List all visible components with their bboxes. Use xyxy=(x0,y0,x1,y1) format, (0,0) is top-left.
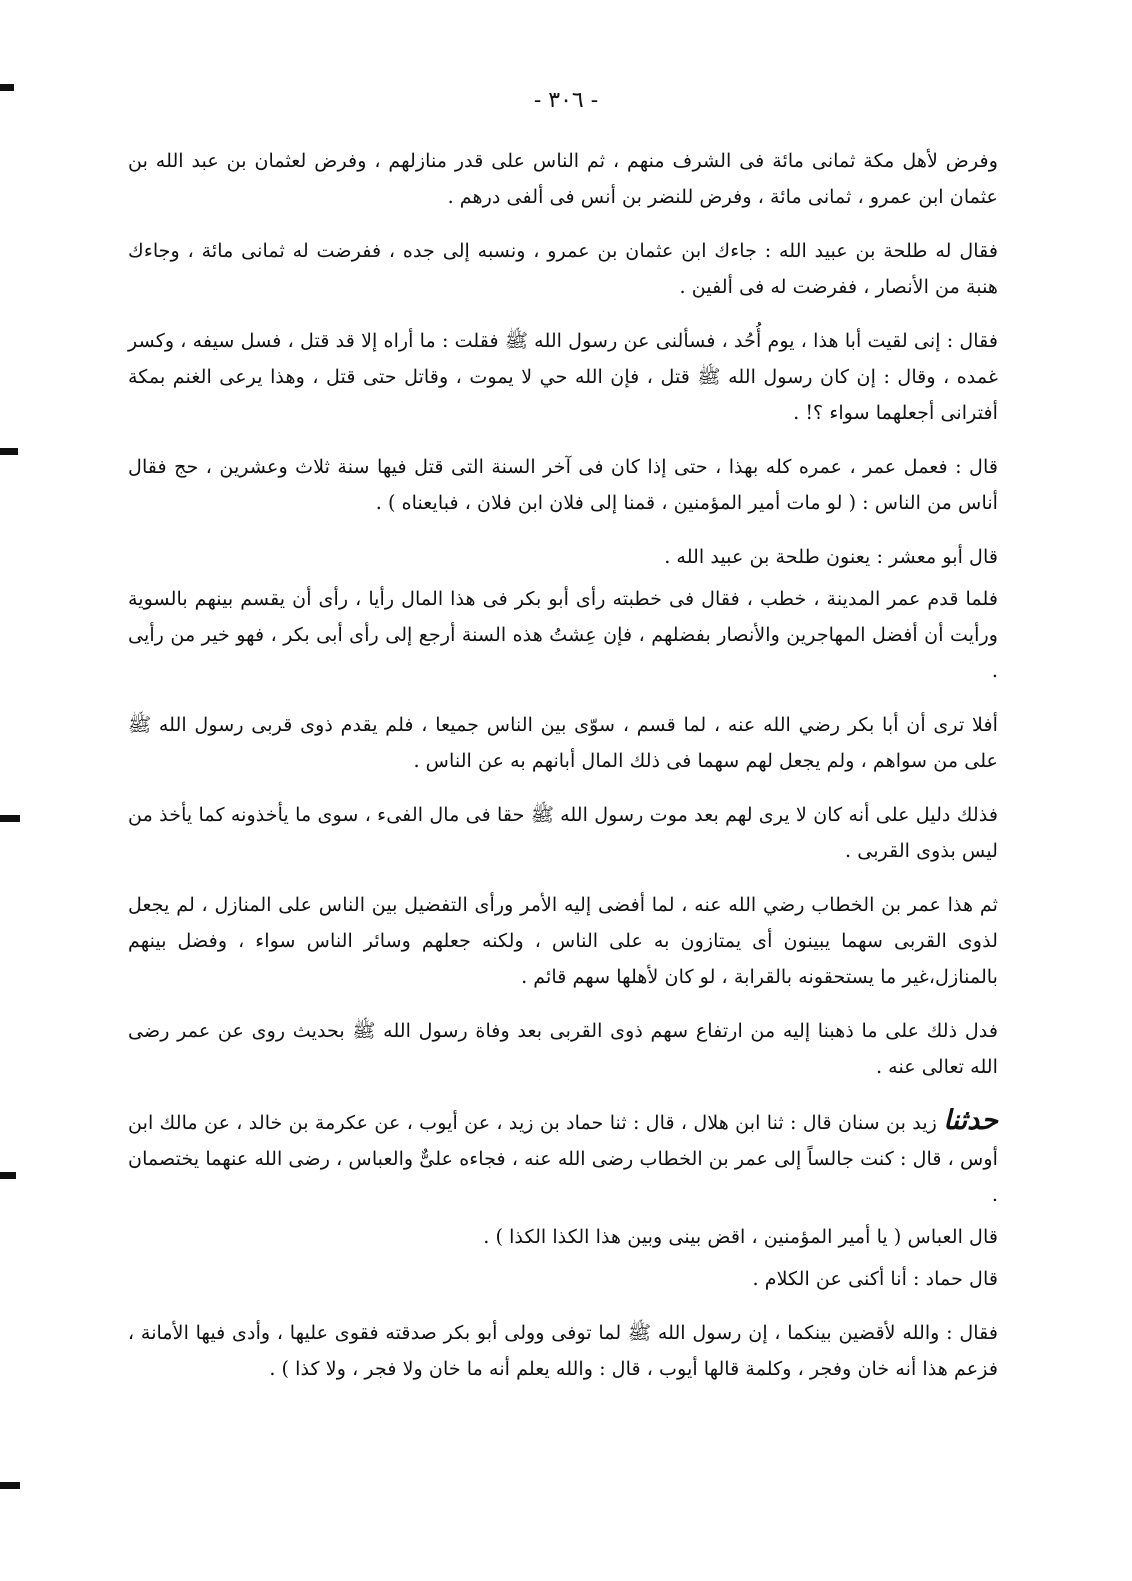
hadith-paragraph xyxy=(128,1103,998,1213)
scan-edge-mark xyxy=(0,1172,16,1179)
paragraph: فقال : والله لأقضين بينكما ، إن رسول الله ﷺ لما توفى وولى أبو بكر صدقته فقوى عليها ، وأدى فيها الأمانة ، فزعم هذا أنه خان وفجر ، وكلمة قالها أيوب ، قال : والله يعلم أنه ما خان ولا فجر ، ولا كذا ) . xyxy=(128,1321,998,1380)
paragraph: قال : فعمل عمر ، عمره كله بهذا ، حتى إذا كان فى آخر السنة التى قتل فيها سنة ثلاث وعشرين ، حج فقال أناس من الناس : ( لو مات أمير المؤمنين ، قمنا إلى فلان ابن فلان ، فبايعناه ) . xyxy=(128,455,998,514)
paragraph: فلما قدم عمر المدينة ، خطب ، فقال فى خطبته رأى أبو بكر فى هذا المال رأيا ، رأى أن يقسم بينهم بالسوية ورأيت أن أفضل المهاجرين والأنصار بفضلهم ، فإن عِشتُ هذه السنة أرجع إلى رأى أبى بكر ، فهو خير من رأيى . xyxy=(128,587,998,682)
paragraph: قال العباس ( يا أمير المؤمنين ، اقض بينى وبين هذا الكذا الكذا ) . xyxy=(483,1225,998,1248)
hadith-text: زيد بن سنان قال : ثنا ابن هلال ، قال : ثنا حماد بن زيد ، عن أيوب ، عن عكرمة بن خالد ، عن مالك ابن أوس ، قال : كنت جالساً إلى عمر بن الخطاب رضى الله عنه ، فجاءه علىٌّ والعباس ، رضى الله عنهما يختصمان . xyxy=(128,1111,998,1206)
paragraph: وفرض لأهل مكة ثمانى مائة فى الشرف منهم ، ثم الناس على قدر منازلهم ، وفرض لعثمان بن عبد الله بن عثمان ابن عمرو ، ثمانى مائة ، وفرض للنضر بن أنس فى ألفى درهم . xyxy=(128,149,998,208)
paragraph: أفلا ترى أن أبا بكر رضي الله عنه ، لما قسم ، سوّى بين الناس جميعا ، فلم يقدم ذوى قربى رسول الله ﷺ على من سواهم ، ولم يجعل لهم سهما فى ذلك المال أبانهم به عن الناس . xyxy=(128,713,998,772)
paragraph: فدل ذلك على ما ذهبنا إليه من ارتفاع سهم ذوى القربى بعد وفاة رسول الله ﷺ بحديث روى عن عمر رضى الله تعالى عنه . xyxy=(128,1019,998,1078)
paragraph: فقال : إنى لقيت أبا هذا ، يوم أُحُد ، فسألنى عن رسول الله ﷺ فقلت : ما أراه إلا قد قتل ، فسل سيفه ، وكسر غمده ، وقال : إن كان رسول الله ﷺ قتل ، فإن الله حي لا يموت ، وقاتل حتى قتل ، وهذا يرعى الغنم بمكة أفترانى أجعلهما سواء ؟! . xyxy=(128,329,998,424)
scan-edge-mark xyxy=(0,448,18,455)
scan-edge-mark xyxy=(0,815,20,822)
paragraph: قال أبو معشر : يعنون طلحة بن عبيد الله . xyxy=(664,545,998,568)
paragraph: فذلك دليل على أنه كان لا يرى لهم بعد موت رسول الله ﷺ حقا فى مال الفىء ، سوى ما يأخذونه كما يأخذ من ليس بذوى القربى . xyxy=(128,803,998,862)
paragraph: فقال له طلحة بن عبيد الله : جاءك ابن عثمان بن عمرو ، ونسبه إلى جده ، ففرضت له ثمانى مائة ، وجاءك هنبة من الأنصار ، ففرضت له فى ألفين . xyxy=(128,239,998,298)
paragraph: ثم هذا عمر بن الخطاب رضي الله عنه ، لما أفضى إليه الأمر ورأى التفضيل بين الناس على المنازل ، لم يجعل لذوى القربى سهما يبينون أى يمتازون به على الناس ، ولكنه جعلهم وسائر الناس سواء ، وفضل بينهم بالمنازل،غير ما يستحقونه بالقرابة ، لو كان لأهلها سهم قائم . xyxy=(128,893,998,988)
body-text xyxy=(128,143,998,1405)
scan-edge-mark xyxy=(0,1482,20,1489)
paragraph: قال حماد : أنا أكنى عن الكلام . xyxy=(752,1267,998,1290)
hadith-lead-word: حدثنا xyxy=(943,1105,998,1136)
page-number: - ٣٠٦ - xyxy=(533,88,599,113)
